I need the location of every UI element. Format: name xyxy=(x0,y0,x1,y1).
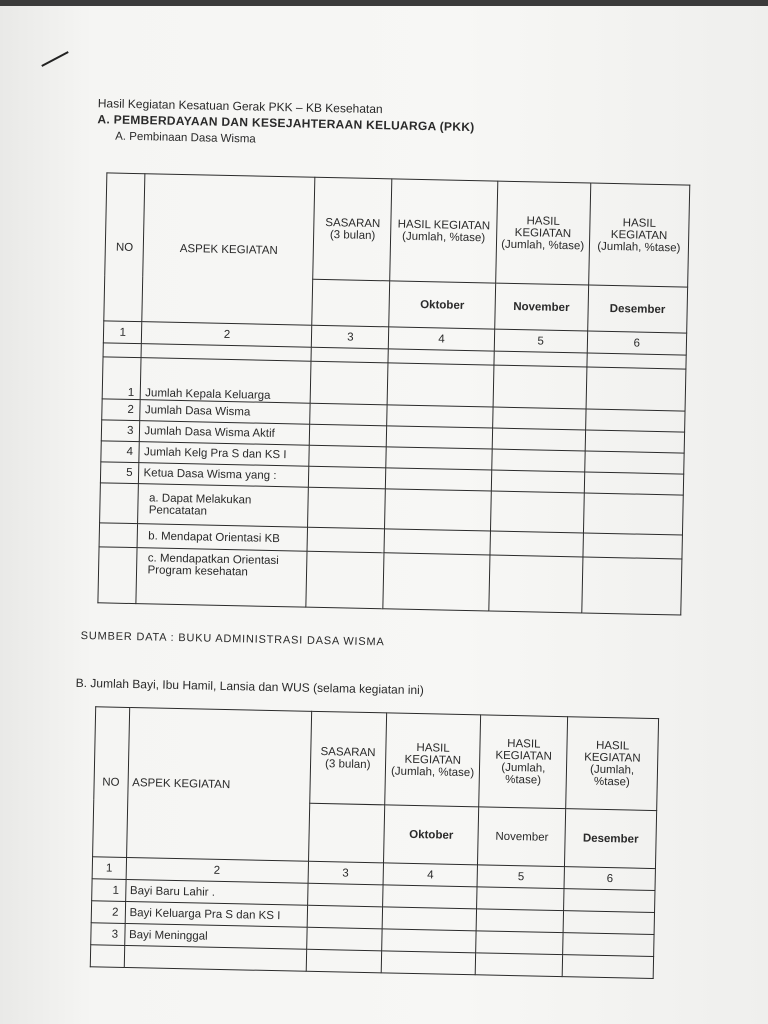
cell xyxy=(388,363,494,407)
cell xyxy=(586,367,686,411)
row-no xyxy=(99,523,138,548)
cell xyxy=(583,493,683,535)
header-desember: Desember xyxy=(587,285,687,333)
cell xyxy=(563,911,654,935)
cell xyxy=(387,426,493,449)
col-number: 2 xyxy=(142,322,312,348)
header-sasaran-empty xyxy=(312,279,390,327)
col-number: 3 xyxy=(308,861,384,885)
cell xyxy=(383,553,489,611)
header-sasaran: SASARAN (3 bulan) xyxy=(309,711,386,805)
row-no: 3 xyxy=(101,420,140,442)
col-number: 3 xyxy=(312,325,389,349)
cell xyxy=(491,470,585,493)
cell xyxy=(477,887,564,911)
col-number: 5 xyxy=(477,865,564,889)
cell xyxy=(564,889,655,913)
row-no: 1 xyxy=(102,357,141,400)
header-sasaran-empty xyxy=(308,803,385,863)
bayi-table xyxy=(90,706,659,979)
cell xyxy=(492,407,586,430)
col-number: 4 xyxy=(383,863,478,887)
cell xyxy=(490,491,584,533)
cell xyxy=(310,403,387,426)
cell xyxy=(563,933,654,957)
header-no: NO xyxy=(93,707,130,858)
header-hasil-3: HASIL KEGIATAN (Jumlah, %tase) xyxy=(566,717,659,811)
cell xyxy=(387,405,493,428)
cell xyxy=(308,487,386,529)
row-aspek: Jumlah Dasa Wisma xyxy=(140,400,310,425)
document-sheet xyxy=(69,96,708,1009)
row-no: 4 xyxy=(101,441,140,463)
cell xyxy=(585,451,685,474)
row-no: 5 xyxy=(100,462,139,484)
source-note: SUMBER DATA : BUKU ADMINISTRASI DASA WISMA xyxy=(80,629,385,649)
cell xyxy=(491,449,585,472)
cell xyxy=(309,466,386,489)
header-sasaran: SASARAN (3 bulan) xyxy=(313,177,392,281)
cell xyxy=(488,555,582,613)
dasa-wisma-table xyxy=(97,172,690,615)
cell xyxy=(307,527,384,553)
row-aspek: Jumlah Dasa Wisma Aktif xyxy=(140,421,310,446)
cell xyxy=(382,907,477,931)
header-hasil-1: HASIL KEGIATAN (Jumlah, %tase) xyxy=(385,713,481,807)
cell xyxy=(386,468,492,491)
cell xyxy=(306,551,384,609)
cell xyxy=(306,927,382,951)
pen-mark xyxy=(41,51,68,67)
spacer-cell xyxy=(306,949,382,973)
cell xyxy=(309,445,386,468)
cell xyxy=(385,489,491,531)
row-aspek: Bayi Baru Lahir . xyxy=(125,879,307,905)
cell xyxy=(382,929,477,953)
row-no: 2 xyxy=(91,901,125,924)
row-aspek: Ketua Dasa Wisma yang : xyxy=(139,463,309,488)
row-aspek: Jumlah Kepala Keluarga xyxy=(141,358,312,404)
row-no xyxy=(98,547,138,604)
row-aspek: a. Dapat Melakukan Pencatatan xyxy=(138,484,309,528)
col-number: 5 xyxy=(494,329,588,353)
header-aspek: ASPEK KEGIATAN xyxy=(142,174,315,326)
row-aspek: b. Mendapat Orientasi KB xyxy=(138,524,308,552)
table-row xyxy=(98,547,682,615)
cell xyxy=(386,447,492,470)
section-a-title: A. PEMBERDAYAAN DAN KESEJAHTERAAN KELUARGA (PKK) xyxy=(97,112,475,135)
spacer-cell xyxy=(476,953,563,977)
cell xyxy=(584,472,684,495)
report-title: Hasil Kegiatan Kesatuan Gerak PKK – KB Kesehatan xyxy=(97,96,383,117)
cell xyxy=(585,409,685,432)
cell xyxy=(477,909,564,933)
cell xyxy=(493,365,587,409)
cell xyxy=(383,885,478,909)
cell xyxy=(384,529,490,555)
cell xyxy=(582,557,682,615)
spacer-cell xyxy=(90,945,124,968)
cell xyxy=(307,905,383,929)
row-no: 3 xyxy=(91,923,125,946)
subsection-title: A. Pembinaan Dasa Wisma xyxy=(115,130,256,146)
row-aspek: Jumlah Kelg Pra S dan KS I xyxy=(139,442,309,467)
col-number: 1 xyxy=(103,321,142,344)
row-no: 1 xyxy=(92,879,126,902)
row-aspek: Bayi Keluarga Pra S dan KS I xyxy=(125,901,307,927)
row-aspek: Bayi Meninggal xyxy=(124,923,306,949)
col-number: 1 xyxy=(92,857,126,880)
header-oktober: Oktober xyxy=(389,281,495,329)
spacer-cell xyxy=(103,343,142,358)
header-aspek: ASPEK KEGIATAN xyxy=(126,707,311,861)
section-b-title: B. Jumlah Bayi, Ibu Hamil, Lansia dan WUS (selama kegiatan ini) xyxy=(75,675,424,698)
scan-top-edge xyxy=(0,0,768,6)
col-number: 4 xyxy=(389,327,495,351)
header-hasil-2: HASIL KEGIATAN (Jumlah, %tase) xyxy=(479,715,568,809)
cell xyxy=(492,428,586,451)
cell xyxy=(585,430,685,453)
col-number: 6 xyxy=(587,331,687,355)
row-no: 2 xyxy=(102,399,141,421)
cell xyxy=(583,533,683,559)
spacer-cell xyxy=(381,951,476,975)
col-number: 2 xyxy=(126,857,308,883)
cell xyxy=(310,424,387,447)
header-november: November xyxy=(478,807,566,867)
header-no: NO xyxy=(104,173,146,322)
spacer-cell xyxy=(562,955,653,979)
cell xyxy=(311,361,389,405)
cell xyxy=(307,883,383,907)
cell xyxy=(476,931,563,955)
spacer-cell xyxy=(124,945,306,971)
col-number: 6 xyxy=(564,867,655,891)
header-november: November xyxy=(494,283,588,331)
header-desember: Desember xyxy=(565,809,657,869)
header-hasil-1: HASIL KEGIATAN (Jumlah, %tase) xyxy=(390,179,497,283)
header-hasil-3: HASIL KEGIATAN (Jumlah, %tase) xyxy=(588,183,689,287)
row-aspek: c. Mendapatkan Orientasi Program kesehatan xyxy=(136,548,307,608)
header-oktober: Oktober xyxy=(383,805,479,865)
row-no xyxy=(100,483,139,524)
cell xyxy=(490,531,584,557)
header-hasil-2: HASIL KEGIATAN (Jumlah, %tase) xyxy=(495,181,590,285)
